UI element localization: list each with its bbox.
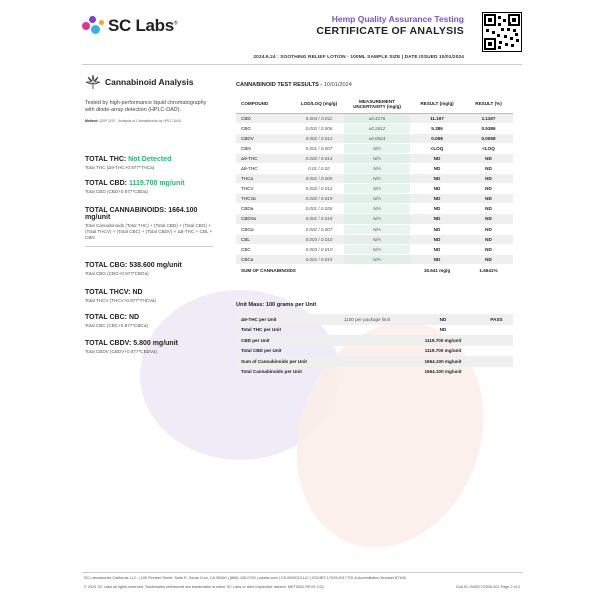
column-header: COMPOUND [236,95,294,113]
compound-name: CBCa [236,254,294,264]
column-header: RESULT (mg/g) [410,95,464,113]
uncertainty: N/A [344,244,410,254]
left-divider [85,246,213,247]
result-mg-g: 11.197 [410,113,464,123]
cannabinoid-analysis-intro [85,72,215,123]
uncertainty: N/A [344,184,410,194]
unit-label: Sum of Cannabinoids per Unit [236,356,328,367]
uncertainty: N/A [344,214,410,224]
lod-loq: 0.002 / 0.019 [294,194,344,204]
compound-name: CBL [236,234,294,244]
unit-row [236,325,513,336]
result-mg-g: ND [410,214,464,224]
result-mg-g: <LOQ [410,143,464,153]
uncertainty: ±0.2612 [344,123,410,133]
result-mg-g: ND [410,174,464,184]
compound-name: CBDV [236,133,294,143]
table-header-row [236,95,513,113]
table-row [236,204,513,214]
unit-status [480,367,513,378]
table-row [236,224,513,234]
compound-name: CBN [236,143,294,153]
sum-label: SUM OF CANNABINOIDS [236,264,410,276]
result-mg-g: ND [410,184,464,194]
unit-limit [328,335,406,346]
unit-label: Total CBD per Unit [241,348,282,354]
result-percent: ND [464,234,513,244]
total-cbc: TOTAL CBC: ND Total CBC (CBC+0.877*CBCa) [85,314,148,328]
results-heading: CANNABINOID TEST RESULTS - 10/01/2024 [236,82,352,88]
unit-limit [328,325,406,336]
uncertainty: N/A [344,174,410,184]
document-title: CERTIFICATE OF ANALYSIS [316,25,464,37]
result-mg-g: ND [410,163,464,173]
result-percent: ND [464,254,513,264]
result-mg-g: ND [410,244,464,254]
uncertainty: N/A [344,254,410,264]
sc-labs-logo [82,16,177,36]
uncertainty: N/A [344,163,410,173]
lod-loq: 0.002 / 0.012 [294,133,344,143]
unit-mass-table [236,314,513,377]
unit-value: 1119.700 mg/unit [406,335,480,346]
table-row [236,113,513,123]
result-percent: ND [464,153,513,163]
result-percent: ND [464,174,513,184]
result-mg-g: ND [410,153,464,163]
coa-page-id: CoA ID: 240927G006-001 Page 2 of 2 [455,585,520,589]
unit-status [480,356,513,367]
result-percent: ND [464,244,513,254]
unit-row [236,356,513,367]
unit-limit [328,367,406,378]
result-percent: 1.1197 [464,113,513,123]
compound-name: Δ8-THC [236,163,294,173]
table-row [236,133,513,143]
uncertainty: N/A [344,224,410,234]
footer-address: SC Laboratories California LLC. | 100 Pioneer Street, Suite E, Santa Cruz, CA 95060 | (866) 435-0709 | sclabs.com | C8-0000013-LIC | ISO/IES 17025:2017 PJLA Accreditation Number 87168 [84,576,406,580]
result-mg-g: ND [410,204,464,214]
sum-row [236,264,513,276]
section-title: Cannabinoid Analysis [85,72,215,92]
compound-name: CBDVa [236,214,294,224]
table-row [236,143,513,153]
unit-row [236,346,513,357]
compound-name: CBDa [236,204,294,214]
result-percent: ND [464,194,513,204]
tested-description: Tested by high-performance liquid chromatography with diode-array detection (HPLC-DAD). [85,100,207,114]
unit-row [236,335,513,346]
table-row [236,163,513,173]
logo-dots-icon [82,16,104,36]
total-cbdv: TOTAL CBDV: 5.800 mg/unit Total CBDV (CBDV+0.877*CBDVa) [85,340,178,354]
lod-loq: 0.003 / 0.010 [294,244,344,254]
table-row [236,184,513,194]
lod-loq: 0.002 / 0.014 [294,153,344,163]
compound-name: CBG [236,123,294,133]
result-percent: 0.0058 [464,133,513,143]
header [82,12,522,54]
brand-name: SC Labs® [108,16,178,35]
unit-value: ND [406,314,480,325]
sum-percent: 1.6641% [464,264,513,276]
total-cbg: TOTAL CBG: 538.600 mg/unit Total CBG (CBG+0.877*CBGa) [85,262,182,276]
cannabis-leaf-icon [85,74,101,90]
unit-value: 1664.100 mg/unit [406,356,480,367]
footer-copyright: © 2024 SC Labs all rights reserved. Trademarks referenced are trademarks of either SC Labs or their respective owners. MKT0002 REV9 2/22 CoA ID: 240927G006-001 Page 2 of 2 [84,585,520,589]
unit-label: Δ9-THC per Unit [236,314,328,325]
total-thcv: TOTAL THCV: ND Total THCV (THCV+0.877*THCVa) [85,289,156,303]
unit-limit [328,346,406,357]
lod-loq: 0.003 / 0.010 [294,234,344,244]
method-note: Method: QSP 1157 - Analysis of Cannabinoids by HPLC-DAD [85,118,182,123]
unit-status [480,346,513,357]
unit-label: CBD per Unit [236,335,328,346]
result-percent: ND [464,163,513,173]
sample-subheading: 2024.9.24 : SOOTHING RELIEF LOTION - 100ML SAMPLE SIZE | DATE ISSUED 10/01/2024 [253,55,464,60]
compound-name: Δ9-THC [236,153,294,163]
compound-name: CBC [236,244,294,254]
compound-name: THCVa [236,194,294,204]
result-percent: <LOQ [464,143,513,153]
lod-loq: 0.001 / 0.018 [294,214,344,224]
qr-code-icon [482,12,522,52]
uncertainty: N/A [344,194,410,204]
column-header: MEASUREMENT UNCERTAINTY (mg/g) [344,95,410,113]
table-row [236,194,513,204]
result-mg-g: ND [410,254,464,264]
compound-name: CBD [236,113,294,123]
lod-loq: 0.001 / 0.026 [294,204,344,214]
unit-label: Total Cannabinoids per Unit [241,369,302,375]
unit-limit: 1100 per-package limit [328,314,406,325]
unit-value: 1664.100 mg/unit [424,369,462,375]
total-cbd: TOTAL CBD: 1119.700 mg/unit Total CBD (CBD+0.877*CBDa) [85,180,185,194]
lod-loq: 0.001 / 0.007 [294,143,344,153]
lod-loq: 0.002 / 0.012 [294,184,344,194]
unit-row [236,314,513,325]
footer-divider [82,572,522,573]
compound-name: CBGa [236,224,294,234]
table-row [236,244,513,254]
unit-label: Total THC per Unit [241,327,281,333]
result-mg-g: ND [410,224,464,234]
result-mg-g: 5.386 [410,123,464,133]
uncertainty: N/A [344,143,410,153]
result-percent: ND [464,184,513,194]
sum-mg-g: 16.641 mg/g [410,264,464,276]
unit-value: 1119.700 mg/unit [424,348,462,354]
total-thc: TOTAL THC: Not Detected Total THC (Δ9-THC+0.877*THCa) [85,156,172,170]
unit-status: PASS [480,314,513,325]
result-percent: ND [464,214,513,224]
column-header: LOD/LOQ (mg/g) [294,95,344,113]
unit-status [480,325,513,336]
uncertainty: ±0.4176 [344,113,410,123]
header-divider [82,64,522,65]
unit-value: ND [439,327,447,333]
cannabinoid-results-table [236,95,513,277]
table-row [236,214,513,224]
unit-limit [328,356,406,367]
table-row [236,174,513,184]
uncertainty: N/A [344,153,410,163]
result-percent: ND [464,224,513,234]
result-percent: 0.5386 [464,123,513,133]
uncertainty: N/A [344,204,410,214]
lod-loq: 0.001 / 0.015 [294,254,344,264]
result-mg-g: ND [410,194,464,204]
uncertainty: ±0.0024 [344,133,410,143]
lod-loq: 0.004 / 0.011 [294,113,344,123]
lod-loq: 0.002 / 0.006 [294,123,344,133]
lod-loq: 0.002 / 0.007 [294,224,344,234]
result-mg-g: ND [410,234,464,244]
tagline: Hemp Quality Assurance Testing [331,14,464,24]
unit-row [236,367,513,378]
uncertainty: N/A [344,234,410,244]
unit-status [480,335,513,346]
table-row [236,254,513,264]
column-header: RESULT (%) [464,95,513,113]
table-row [236,234,513,244]
table-row [236,123,513,133]
compound-name: THCV [236,184,294,194]
lod-loq: 0.01 / 0.02 [294,163,344,173]
unit-mass-title: Unit Mass: 100 grams per Unit [236,302,317,308]
lod-loq: 0.001 / 0.005 [294,174,344,184]
result-mg-g: 0.058 [410,133,464,143]
total-cannabinoids: TOTAL CANNABINOIDS: 1664.100 mg/unit Total Cannabinoids (Total THC) + (Total CBD) + (Total CBG) + (Total THCV) + (Total CBC) + (Total CBDV) + Δ8-THC + CBL + CBN [85,207,213,240]
compound-name: THCa [236,174,294,184]
result-percent: ND [464,204,513,214]
table-row [236,153,513,163]
